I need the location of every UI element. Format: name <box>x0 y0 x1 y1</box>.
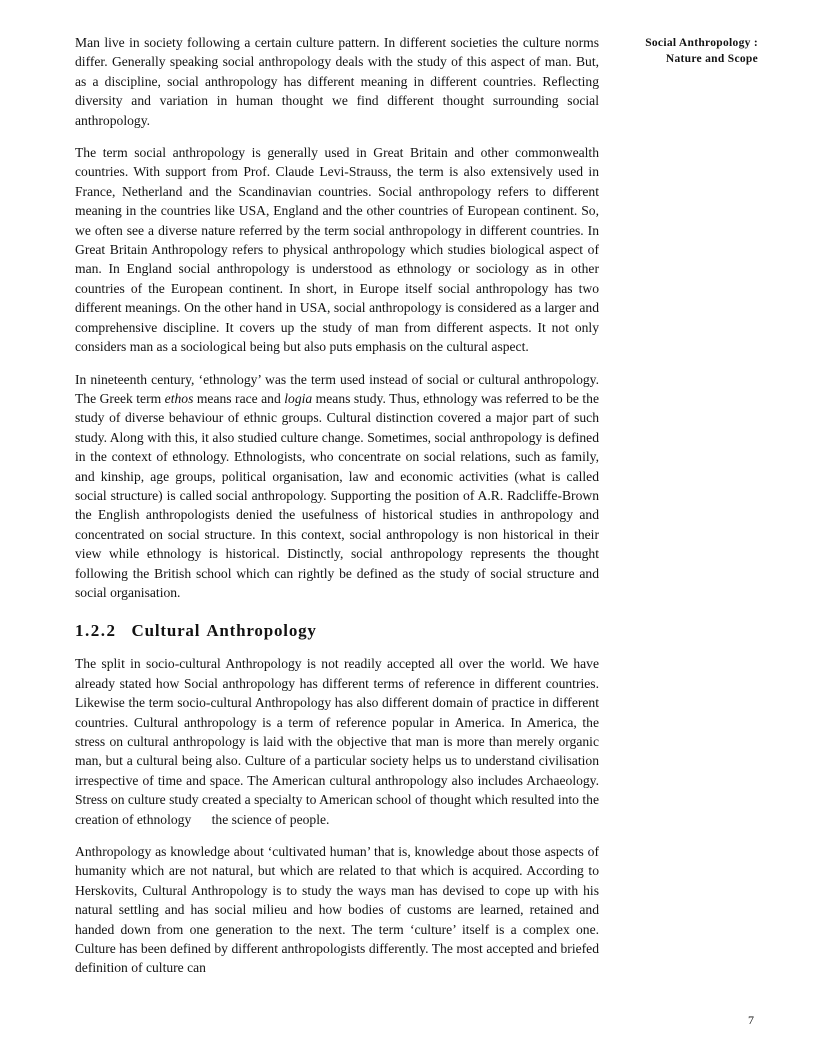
text-run: In nineteenth century, ‘ethnology’ was the term used instead of social or cultural anthropology. The Greek term <box>75 371 599 406</box>
body-text-column <box>75 33 599 991</box>
text-run: means race and <box>193 390 285 406</box>
text-run: means study. Thus, ethnology was referred to be the study of diverse behaviour of ethnic groups. Cultural distinction covered a major part of such study. Along with this, it also studied culture change. Sometimes, social anthropology is defined in the context of ethnology. Ethnologists, who concentrate on social relations, such as family, and kinship, age groups, political organisation, law and economic activities (what is called social structure) is called social anthropology. Supporting the position of A.R. Radcliffe-Brown the English anthropologists denied the usefulness of historical studies in anthropology and concentrated on social structure. In this context, social anthropology is non historical in their view while ethnology is historical. Distinctly, social anthropology represents the thought following the British school which can rightly be defined as the study of social structure and social organisation. <box>75 390 600 600</box>
section-title: Cultural Anthropology <box>131 621 317 641</box>
text-run: ethos <box>164 390 194 406</box>
paragraph <box>75 33 599 130</box>
text-run: The term social anthropology is generally used in Great Britain and other commonwealth countries. With support from Prof. Claude Levi-Strauss, the term is also extensively used in France, Netherland and the Scandinavian countries. Social anthropology refers to different meaning in the countries like USA, England and the other countries of European continent. So, we often see a diverse nature referred by the term social anthropology in different countries. In Great Britain Anthropology refers to physical anthropology which studies biological aspect of man. In England social anthropology is understood as ethnology or sociology as in other countries of the European continent. In short, in Europe itself social anthropology has two different meanings. On the other hand in USA, social anthropology is considered as a larger and comprehensive discipline. It covers up the study of man from different aspects. It not only considers man as a sociological being but also puts emphasis on the cultural aspect. <box>75 145 599 355</box>
running-head <box>645 36 758 67</box>
text-run: Anthropology as knowledge about ‘cultivated human’ that is, knowledge about those aspects of humanity which are not natural, but which are related to that which is acquired. According to Herskovits, Cultural Anthropology is to study the ways man has devised to cope up with his natural settling and has social milieu and how bodies of customs are learned, retained and handed down from one generation to the next. The term ‘culture’ itself is a complex one. Culture has been defined by different anthropologists differently. The most accepted and briefed definition of culture can <box>75 844 599 976</box>
text-run: Man live in society following a certain culture pattern. In different societies the culture norms differ. Generally speaking social anthropology deals with the study of this aspect of man. But, as a discipline, social anthropology has different meaning in different countries. Reflecting diversity and variation in human thought we find different thought surrounding social anthropology. <box>75 35 599 128</box>
text-run: logia <box>284 390 313 406</box>
running-head-line2: Nature and Scope <box>665 52 758 65</box>
page-number: 7 <box>748 1013 754 1027</box>
text-run: The split in socio-cultural Anthropology is not readily accepted all over the world. We have already stated how Social anthropology has different terms of reference in different countries. Likewise the term socio-cultural Anthropology has also different domain of practice in different countries. Cultural anthropology is a term of reference popular in America. In America, the stress on cultural anthropology is laid with the objective that man is more than merely organic man, but a cultural being also. Culture of a particular society helps us to understand civilisation irrespective of time and space. The American cultural anthropology also includes Archaeology. Stress on culture study created a specialty to American school of thought which resulted into the creation of ethnology the science of people. <box>75 656 599 827</box>
running-head-line1: Social Anthropology : <box>645 37 758 49</box>
paragraph <box>75 654 599 829</box>
paragraph <box>75 842 599 978</box>
paragraph <box>75 370 599 603</box>
section-number: 1.2.2 <box>75 621 117 641</box>
section-heading <box>75 621 599 641</box>
paragraph <box>75 143 599 356</box>
